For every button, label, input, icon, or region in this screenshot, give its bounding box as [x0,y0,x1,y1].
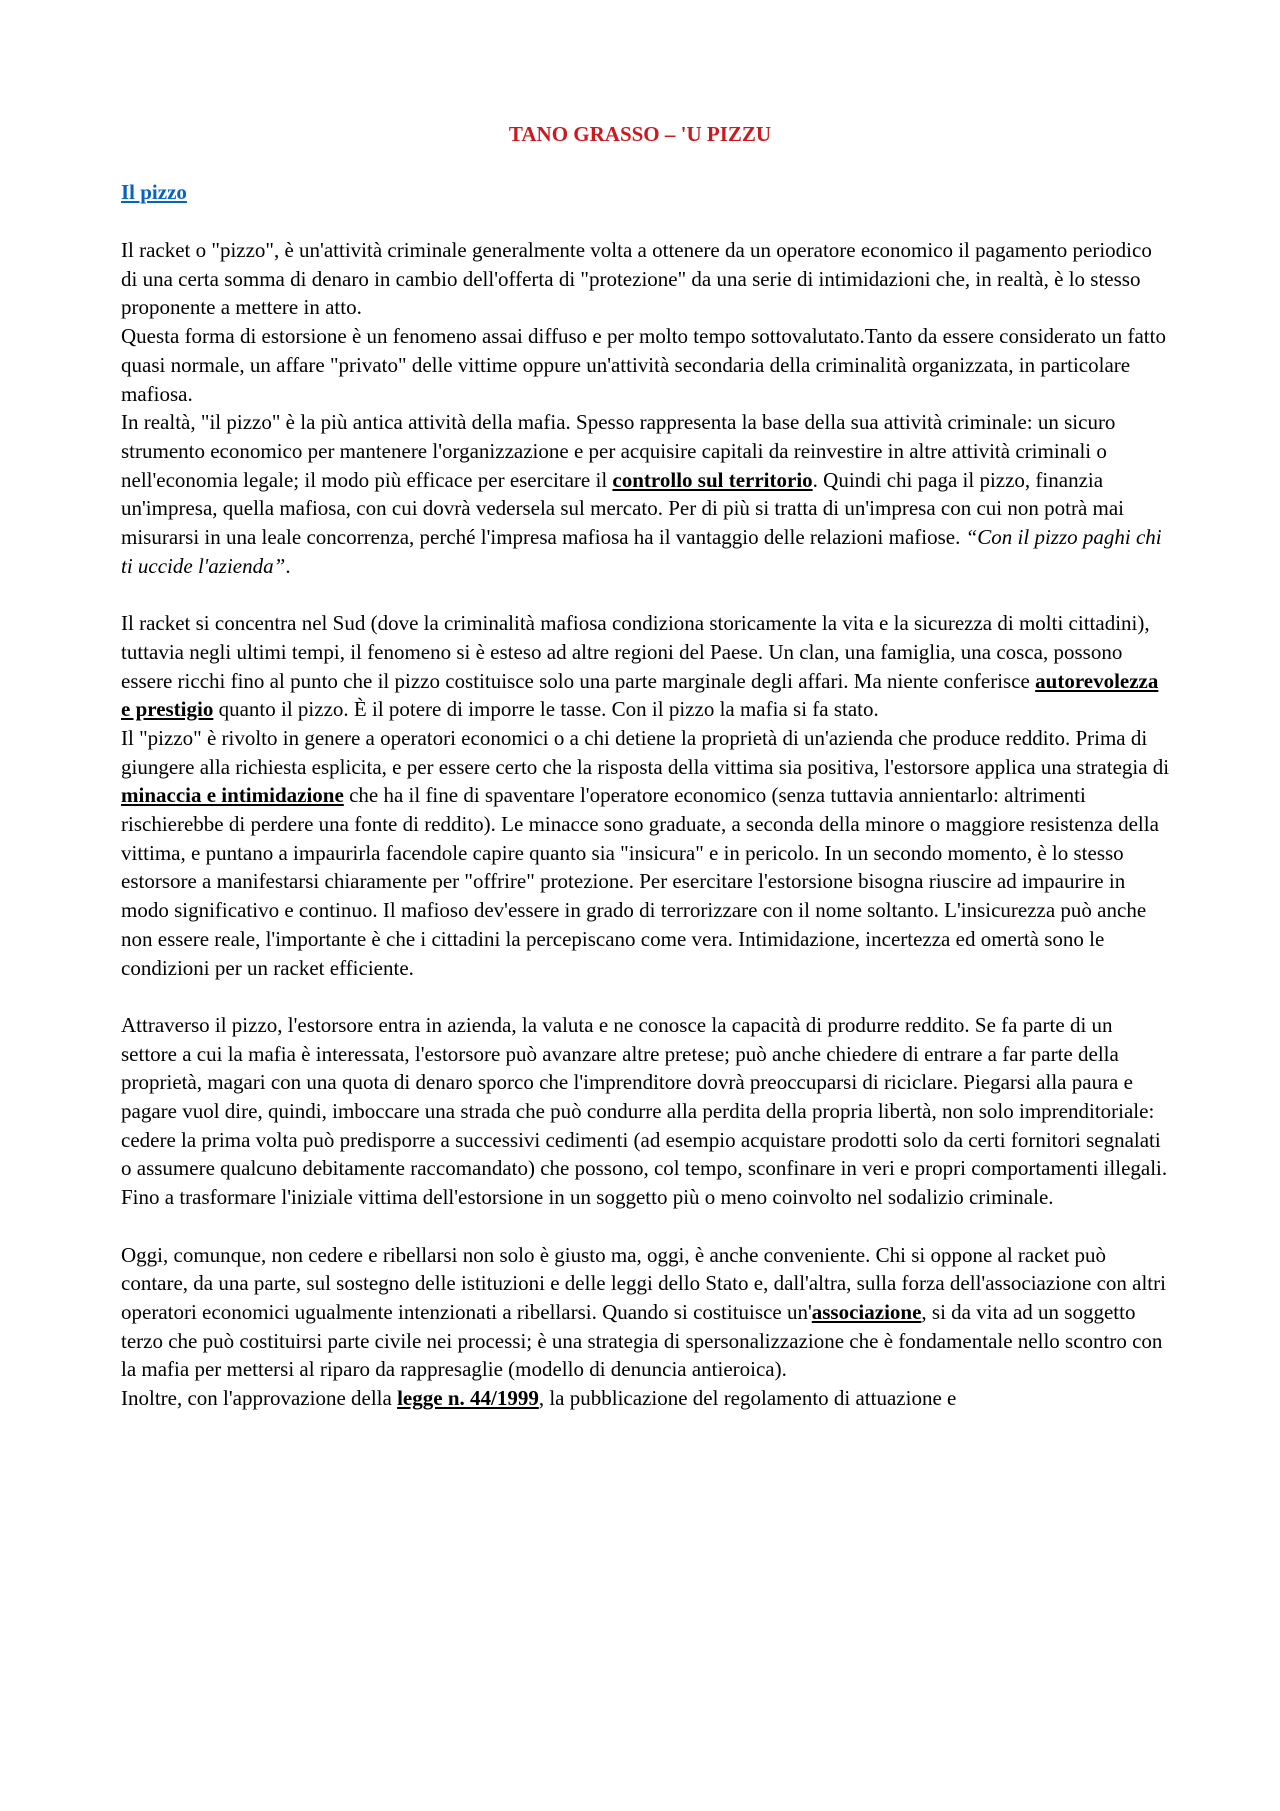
paragraph-3: In realtà, "il pizzo" è la più antica attività della mafia. Spesso rappresenta la base della sua attività criminale: un sicuro strumento economico per mantenere l'organizzazione e per acquisire capitali da reinvestire in altre attività criminali o nell'economia legale; il modo più efficace per esercitare il controllo sul territorio. Quindi chi paga il pizzo, finanzia un'impresa, quella mafiosa, con cui dovrà vedersela sul mercato. Per di più si tratta di un'impresa con cui non potrà mai misurarsi in una leale concorrenza, perché l'impresa mafiosa ha il vantaggio delle relazioni mafiose. “Con il pizzo paghi chi ti uccide l'azienda”. [121,410,1162,578]
paragraph-1: Il racket o "pizzo", è un'attività criminale generalmente volta a ottenere da un operatore economico il pagamento periodico di una certa somma di denaro in cambio dell'offerta di "protezione" da una serie di intimidazioni che, in realtà, è lo stesso proponente a mettere in atto. [121,238,1152,320]
paragraph-7: Oggi, comunque, non cedere e ribellarsi non solo è giusto ma, oggi, è anche conveniente. Chi si oppone al racket può contare, da una parte, sul sostegno delle istituzioni e delle leggi dello Stato e, dall'altra, sulla forza dell'associazione con altri operatori economici ugualmente intenzionati a ribellarsi. Quando si costituisce un'associazione, si da vita ad un soggetto terzo che può costituirsi parte civile nei processi; è una strategia di spersonalizzazione che è fondamentale nello scontro con la mafia per mettersi al riparo da rappresaglie (modello di denuncia antieroica). [121,1242,1166,1382]
keyword-link-controllo[interactable]: controllo sul territorio [612,467,813,492]
paragraph-6: Attraverso il pizzo, l'estorsore entra in azienda, la valuta e ne conosce la capacità di produrre reddito. Se fa parte di un settore a cui la mafia è interessata, l'estorsore può avanzare altre pretese; può anche chiedere di entrare a far parte della proprietà, magari con una quota di denaro sporco che l'imprenditore dovrà preoccuparsi di riciclare. Piegarsi alla paura e pagare vuol dire, quindi, imboccare una strada che può condurre alla perdita della propria libertà, non solo imprenditoriale: cedere la prima volta può predisporre a successivi cedimenti (ad esempio acquistare prodotti solo da certi fornitori segnalati o assumere qualcuno debitamente raccomandato) che possono, col tempo, sconfinare in veri e propri comportamenti illegali. Fino a trasformare l'iniziale vittima dell'estorsione in un soggetto più o meno coinvolto nel sodalizio criminale. [121,1012,1168,1210]
section-heading-link[interactable]: Il pizzo [121,180,187,204]
section-heading [121,180,187,205]
keyword-link-legge[interactable]: legge n. 44/1999 [397,1386,539,1411]
paragraph-8: Inoltre, con l'approvazione della legge n. 44/1999, la pubblicazione del regolamento di attuazione e [121,1386,957,1411]
paragraph-5: Il "pizzo" è rivolto in genere a operatori economici o a chi detiene la proprietà di un'azienda che produce reddito. Prima di giungere alla richiesta esplicita, e per essere certo che la risposta della vittima sia positiva, l'estorsore applica una strategia di minaccia e intimidazione che ha il fine di spaventare l'operatore economico (senza tuttavia annientarlo: altrimenti rischierebbe di perdere una fonte di reddito). Le minacce sono graduate, a seconda della minore o maggiore resistenza della vittima, e puntano a impaurirla facendole capire quanto sia "insicura" e in pericolo. In un secondo momento, è lo stesso estorsore a manifestarsi chiaramente per "offrire" protezione. Per esercitare l'estorsione bisogna riuscire ad impaurire in modo significativo e continuo. Il mafioso dev'essere in grado di terrorizzare con il nome soltanto. L'insicurezza può anche non essere reale, l'importante è che i cittadini la percepiscano come vera. Intimidazione, incertezza ed omertà sono le condizioni per un racket efficiente. [121,725,1170,980]
keyword-link-associazione[interactable]: associazione [811,1299,922,1324]
document-body [121,236,1171,1413]
keyword-link-autorevolezza[interactable]: autorevolezza e prestigio [121,668,1159,722]
quote: “Con il pizzo paghi chi ti uccide l'azienda” [121,525,1162,578]
document-title: TANO GRASSO – 'U PIZZU [508,122,772,146]
keyword-link-minaccia[interactable]: minaccia e intimidazione [121,783,344,808]
paragraph-4: Il racket si concentra nel Sud (dove la criminalità mafiosa condiziona storicamente la vita e la sicurezza di molti cittadini), tuttavia negli ultimi tempi, il fenomeno si è esteso ad altre regioni del Paese. Un clan, una famiglia, una cosca, possono essere ricchi fino al punto che il pizzo costituisce solo una parte marginale degli affari. Ma niente conferisce autorevolezza e prestigio quanto il pizzo. È il potere di imporre le tasse. Con il pizzo la mafia si fa stato. [121,611,1159,722]
paragraph-2: Questa forma di estorsione è un fenomeno assai diffuso e per molto tempo sottovalutato.Tanto da essere considerato un fatto quasi normale, un affare "privato" delle vittime oppure un'attività secondaria della criminalità organizzata, in particolare mafiosa. [121,324,1166,406]
